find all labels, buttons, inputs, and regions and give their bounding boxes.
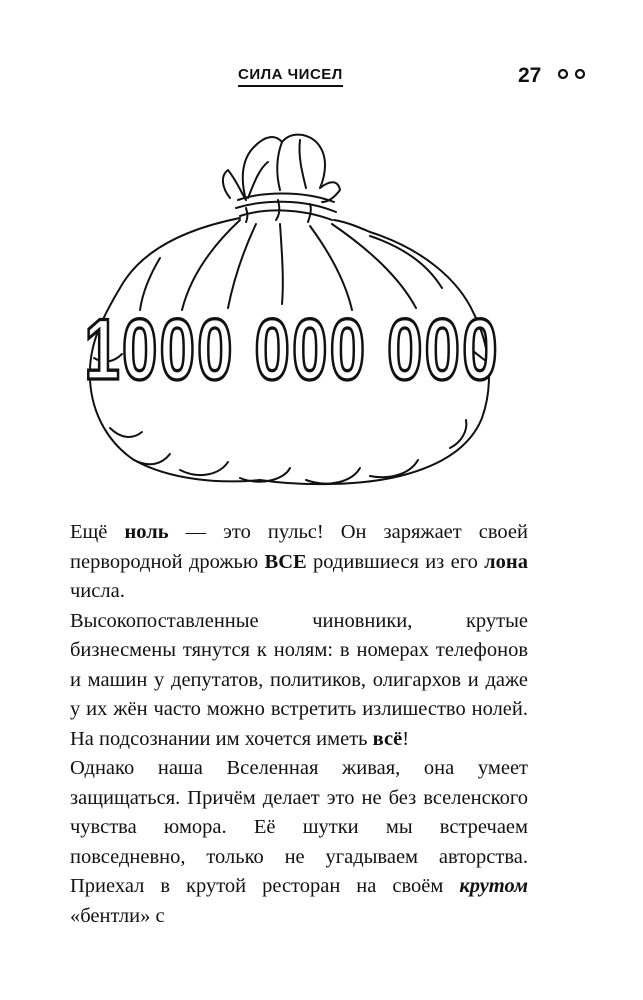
- emphasis-text: ВСЕ: [264, 550, 307, 573]
- emphasis-text: ноль: [124, 521, 169, 543]
- emphasis-text: лона: [484, 550, 528, 573]
- money-bag-icon: [70, 128, 510, 498]
- paragraph-text: числа.: [70, 580, 125, 602]
- paragraph: [70, 754, 528, 931]
- emphasis-text: крутом: [459, 875, 528, 897]
- emphasis-text: всё: [372, 727, 403, 750]
- paragraph-text: Однако наша Вселенная живая, она умеет защищаться. Причём делает это не без вселенского чувства юмора. Её шутки мы встречаем повседневно, только не угадываем авторства. Приехал в крутой ресторан на своём: [70, 757, 528, 897]
- bag-number-text: 1000 000 000: [84, 301, 500, 399]
- running-title: СИЛА ЧИСЕЛ: [238, 66, 343, 87]
- ornament-dots-icon: [556, 67, 588, 81]
- paragraph-text: «бентли» с: [70, 904, 165, 927]
- paragraph-text: Высокопоставленные чиновники, крутые бизнесмены тянутся к нолям: в номерах телефонов и машин у депутатов, политиков, олигархов и даже у их жён часто можно встретить излишество нолей. На подсознании им хочется иметь: [70, 609, 528, 750]
- paragraph: [70, 518, 528, 607]
- paragraph: [70, 607, 528, 755]
- paragraph-text: !: [402, 727, 410, 750]
- paragraph-text: — это пульс! Он заряжает своей первородной дрожью: [70, 521, 528, 573]
- paragraph-text: родившиеся из его: [306, 550, 485, 573]
- paragraph-text: Ещё: [70, 521, 125, 543]
- body-text: [70, 518, 528, 931]
- page-number: 27: [518, 64, 542, 87]
